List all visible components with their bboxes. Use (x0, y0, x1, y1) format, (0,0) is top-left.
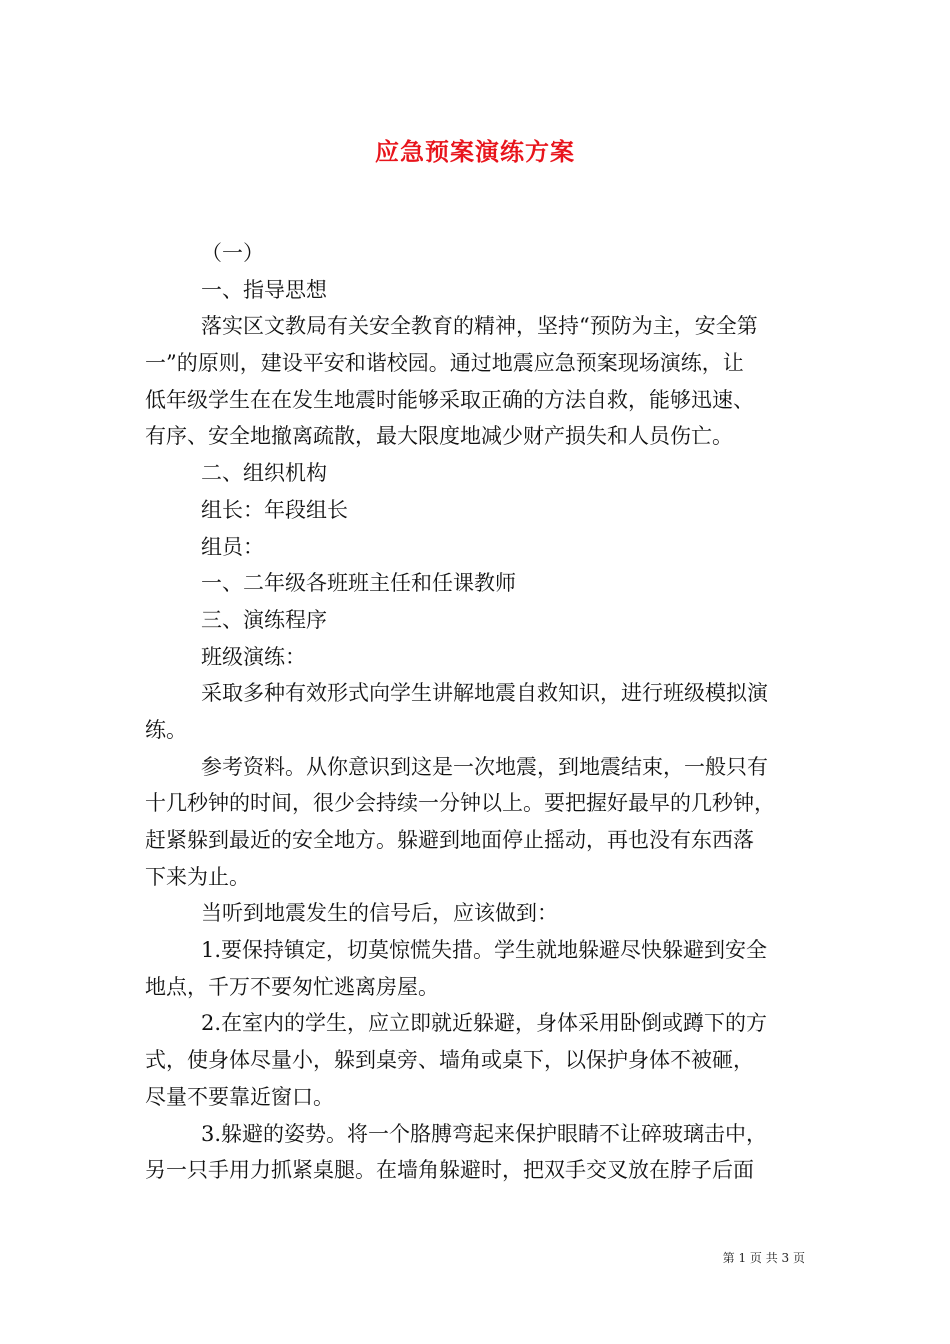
text-line: 二、组织机构 (201, 461, 327, 486)
text-line: 1.要保持镇定，切莫惊慌失措。学生就地躲避尽快躲避到安全 (201, 938, 768, 963)
text-line: （一） (201, 241, 264, 265)
text-line: 参考资料。从你意识到这是一次地震，到地震结束，一般只有 (201, 754, 768, 779)
text-line: 另一只手用力抓紧桌腿。在墙角躲避时，把双手交叉放在脖子后面 (145, 1158, 754, 1183)
page-number: 第 1 页 共 3 页 (722, 1251, 805, 1265)
text-line: 有序、安全地撤离疏散，最大限度地减少财产损失和人员伤亡。 (145, 424, 733, 449)
text-line: 地点，千万不要匆忙逃离房屋。 (145, 974, 439, 999)
text-line: 组长：年段组长 (201, 497, 348, 522)
text-line: 组员： (201, 534, 264, 559)
text-line: 一”的原则，建设平安和谐校园。通过地震应急预案现场演练，让 (145, 351, 744, 376)
text-line: 落实区文教局有关安全教育的精神，坚持“预防为主，安全第 (201, 314, 758, 339)
text-line: 十几秒钟的时间，很少会持续一分钟以上。要把握好最早的几秒钟， (145, 791, 775, 816)
text-line: 式，使身体尽量小，躲到桌旁、墙角或桌下，以保护身体不被砸， (145, 1048, 754, 1073)
text-line: 下来为止。 (145, 864, 250, 889)
text-line: 练。 (145, 717, 187, 742)
document-title: 应急预案演练方案 (375, 137, 575, 166)
text-line: 尽量不要靠近窗口。 (145, 1084, 334, 1109)
text-line: 班级演练： (201, 644, 306, 669)
text-line: 2.在室内的学生，应立即就近躲避，身体采用卧倒或蹲下的方 (201, 1011, 768, 1036)
document-body (145, 235, 810, 1189)
text-line: 当听到地震发生的信号后，应该做到： (201, 901, 558, 926)
text-line: 赶紧躲到最近的安全地方。躲避到地面停止摇动，再也没有东西落 (145, 828, 754, 852)
text-line: 三、演练程序 (201, 607, 327, 632)
text-line: 低年级学生在在发生地震时能够采取正确的方法自救，能够迅速、 (145, 387, 754, 412)
text-line: 3.躲避的姿势。将一个胳膊弯起来保护眼睛不让碎玻璃击中， (201, 1121, 768, 1146)
text-line: 一、指导思想 (201, 277, 327, 302)
text-line: 一、二年级各班班主任和任课教师 (201, 571, 516, 596)
text-line: 采取多种有效形式向学生讲解地震自救知识，进行班级模拟演 (201, 681, 768, 706)
